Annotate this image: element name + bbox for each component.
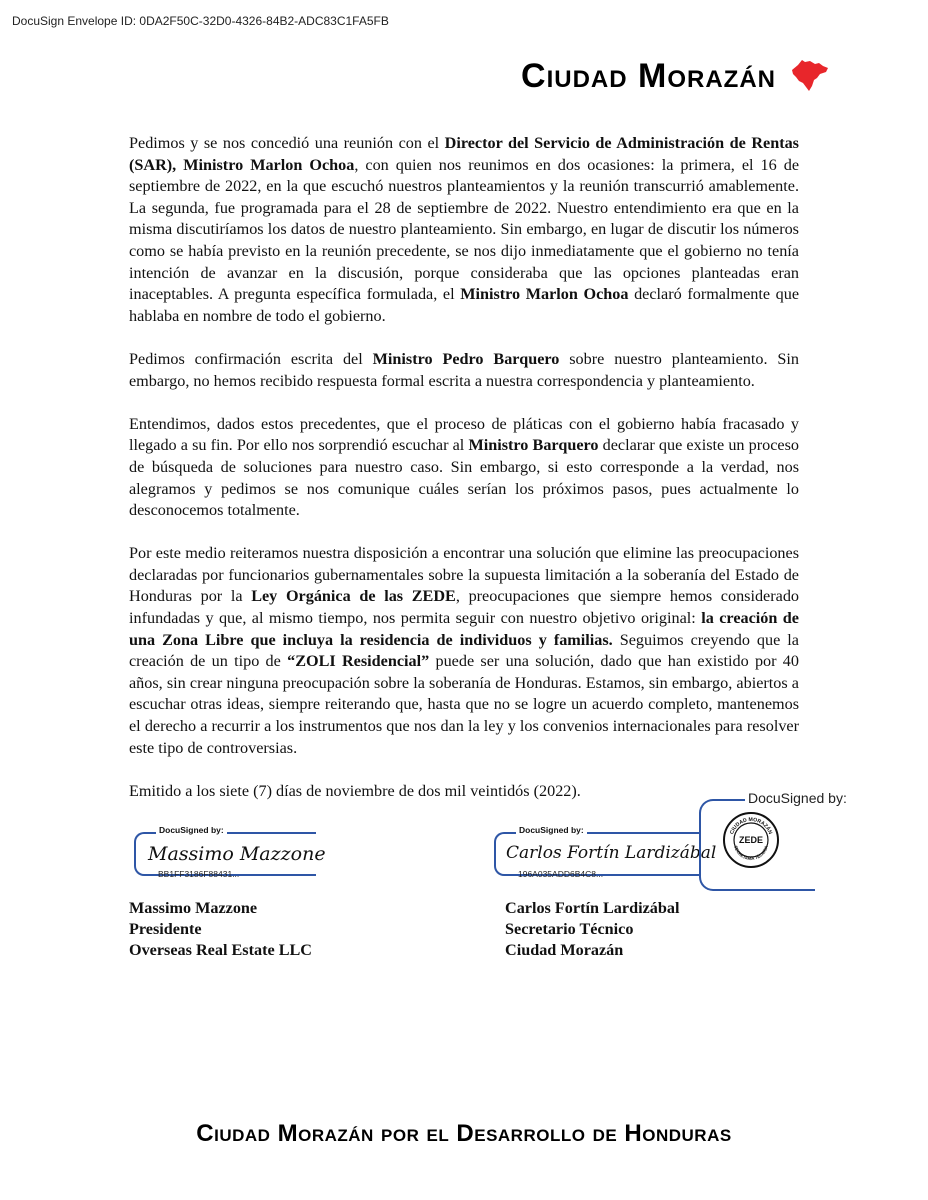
header-logo (521, 56, 830, 96)
svg-text:ZEDE: ZEDE (738, 835, 764, 845)
svg-text:SECRETARÍA TÉCNICA: SECRETARÍA TÉCNICA (733, 845, 769, 862)
docusign-envelope-id: DocuSign Envelope ID: 0DA2F50C-32D0-4326-84B2-ADC83C1FA5FB (12, 14, 389, 28)
signature-hash-left: BB1FF3186F88431... (158, 869, 240, 879)
docusigned-label-stamp: DocuSigned by: (745, 790, 850, 806)
text-run: Por este medio reiteramos nuestra disposición a encontrar una solución que elimine las preocupaciones declaradas por funcionarios gubernamentales sobre la supuesta limitación a la soberanía del Estado de Honduras por la (129, 544, 799, 606)
text-run: Emitido a los siete (7) días de noviembre de dos mil veintidós (2022). (129, 781, 581, 800)
honduras-map-icon (790, 56, 830, 96)
svg-text:CIUDAD MORAZÁN: CIUDAD MORAZÁN (729, 816, 773, 836)
signer-right (505, 898, 679, 961)
text-run: , preocupaciones que siempre hemos considerado infundadas y que, al mismo tiempo, nos permita seguir con nuestro objetivo original: (129, 587, 800, 628)
bold-text-run: la creación de una Zona Libre que incluya la residencia de individuos y familias. (129, 609, 799, 649)
paragraph-1 (129, 133, 799, 327)
signature-script-right: Carlos Fortín Lardizábal (506, 843, 717, 863)
signature-script-left: Massimo Mazzone (148, 843, 326, 865)
zede-seal-icon (722, 811, 780, 869)
bold-text-run: Ministro Marlon Ochoa (460, 285, 629, 304)
text-run: , con quien nos reunimos en dos ocasiones: la primera, el 16 de septiembre de 2022, en la que escuchó nuestros planteamientos y la reunión transcurrió amablemente. La segunda, fue programada para el 28 de septiembre de 2022. Nuestro entendimiento era que en la misma discutiríamos los datos de nuestro planteamiento. Sin embargo, en lugar de discutir los números como se había previsto en la reunión precedente, se nos dijo inmediatamente que el gobierno no tenía intención de avanzar en la discusión, porque consideraba que las opciones planteadas eran inaceptables. A pregunta específica formulada, el (129, 155, 799, 304)
text-run: Pedimos confirmación escrita del (129, 349, 373, 368)
signer-right-name: Carlos Fortín Lardizábal (505, 899, 680, 917)
text-run: Entendimos, dados estos precedentes, que el proceso de pláticas con el gobierno había fracasado y llegado a su fin. Por ello nos sorprendió escuchar al (129, 414, 799, 455)
signer-left-name: Massimo Mazzone (129, 899, 258, 917)
bold-text-run: Ministro Pedro Barquero (372, 349, 560, 368)
letter-body (129, 133, 799, 824)
logo-text: Ciudad Morazán (521, 56, 776, 95)
text-run: sobre nuestro planteamiento. Sin embargo, no hemos recibido respuesta formal escrita a nuestra correspondencia y planteamiento. (129, 349, 799, 390)
signer-left-title: Presidente (129, 920, 202, 938)
text-run: declarar que existe un proceso de búsqueda de soluciones para nuestro caso. Sin embargo, si esto corresponde a la verdad, nos alegramos y pedimos se nos comunique cuáles serían los próximos pasos, pues actualmente lo desconocemos totalmente. (129, 436, 799, 520)
signer-left-org: Overseas Real Estate LLC (129, 941, 312, 959)
paragraph-3 (129, 414, 799, 522)
bold-text-run: Ministro Barquero (468, 436, 599, 455)
signer-left (129, 898, 312, 961)
signature-hash-right: 196A035ADD6B4C8... (518, 869, 604, 879)
footer-slogan: Ciudad Morazán por el Desarrollo de Honduras (196, 1120, 732, 1147)
paragraph-5 (129, 781, 799, 803)
paragraph-2 (129, 349, 799, 392)
text-run: Pedimos y se nos concedió una reunión con el (129, 134, 445, 152)
docusigned-label-left: DocuSigned by: (156, 825, 227, 835)
bold-text-run: “ZOLI Residencial” (287, 652, 430, 671)
bold-text-run: Ley Orgánica de las ZEDE (251, 587, 456, 606)
text-run: puede ser una solución, dado que han existido por 40 años, sin crear ninguna preocupación sobre la soberanía de Honduras. Estamos, sin embargo, abiertos a escuchar otras ideas, siempre reiterando que, hasta que no se logre un acuerdo completo, mantenemos el derecho a recurrir a los instrumentos que nos dan la ley y los convenios internacionales para resolver este tipo de controversias. (129, 652, 799, 757)
signer-right-title: Secretario Técnico (505, 920, 634, 938)
paragraph-4 (129, 543, 799, 759)
bold-text-run: Director del Servicio de Administración de Rentas (SAR), Ministro Marlon Ochoa (129, 134, 799, 174)
docusigned-label-right: DocuSigned by: (516, 825, 587, 835)
text-run: Seguimos creyendo que la creación de un tipo de (129, 630, 799, 671)
signer-right-org: Ciudad Morazán (505, 941, 624, 959)
text-run: declaró formalmente que hablaba en nombre de todo el gobierno. (129, 285, 800, 325)
